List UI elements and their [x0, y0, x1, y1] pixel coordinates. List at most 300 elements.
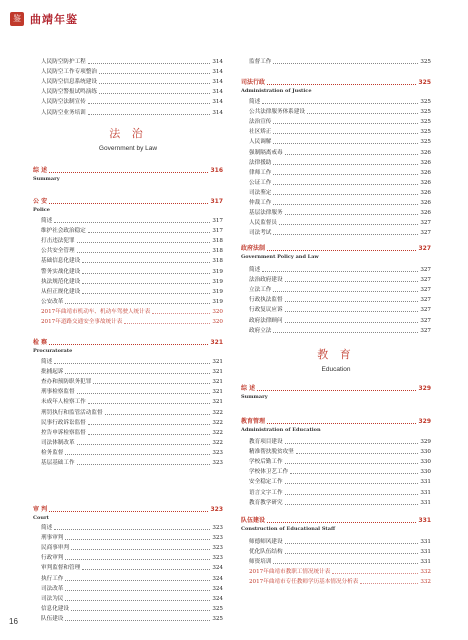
- toc-entry[interactable]: [33, 67, 223, 77]
- entry-page: 324: [212, 585, 223, 592]
- toc-entry[interactable]: [241, 326, 431, 336]
- entry-page: 325: [420, 109, 431, 116]
- toc-entry[interactable]: [33, 594, 223, 604]
- entry-page: 317: [212, 218, 223, 224]
- entry-label: 查办和预防职务犯罪: [41, 379, 92, 386]
- category-english: Education: [321, 366, 351, 373]
- toc-entry[interactable]: [33, 604, 223, 614]
- toc-entry[interactable]: [33, 438, 223, 448]
- entry-label: 政府法律顾问: [249, 317, 283, 324]
- toc-entry[interactable]: [241, 557, 431, 567]
- entry-label: 公共法律服务体系建设: [249, 109, 305, 116]
- toc-entry[interactable]: [33, 57, 223, 67]
- entry-page: 314: [212, 69, 223, 76]
- leader-dots: [360, 582, 418, 584]
- leader-dots: [285, 503, 419, 505]
- section-english: Summary: [33, 176, 60, 182]
- section-heading[interactable]: [241, 383, 431, 394]
- entry-label: 批捕起诉: [41, 369, 64, 376]
- leader-dots: [77, 443, 211, 445]
- entry-page: 331: [420, 549, 431, 556]
- leader-dots: [273, 331, 418, 333]
- section-page: 325: [418, 79, 431, 86]
- toc-entry[interactable]: [241, 158, 431, 168]
- section-page: 331: [418, 517, 431, 524]
- leader-dots: [77, 392, 211, 394]
- toc-entry[interactable]: [241, 437, 431, 447]
- leader-dots: [82, 292, 210, 294]
- entry-page: 331: [420, 559, 431, 566]
- leader-dots: [273, 562, 418, 564]
- entry-page: 326: [420, 179, 431, 186]
- leader-dots: [65, 372, 210, 374]
- toc-entry[interactable]: [241, 168, 431, 178]
- leader-dots: [273, 183, 418, 185]
- entry-page: 321: [212, 359, 223, 365]
- entry-label: 维护社会政治稳定: [41, 228, 86, 235]
- leader-dots: [124, 322, 210, 324]
- entry-page: 329: [420, 439, 431, 445]
- entry-page: 330: [420, 449, 431, 456]
- toc-entry[interactable]: [241, 148, 431, 158]
- leader-dots: [88, 423, 211, 425]
- toc-entry[interactable]: [241, 477, 431, 487]
- section-title: 教育管理: [241, 418, 266, 425]
- leader-dots: [88, 113, 211, 115]
- entry-label: 审判监督和管理: [41, 565, 81, 572]
- entry-page: 322: [212, 439, 223, 446]
- entry-label: 未成年人检察工作: [41, 399, 86, 406]
- entry-page: 325: [420, 139, 431, 146]
- leader-dots: [273, 163, 418, 165]
- leader-dots: [71, 609, 210, 611]
- entry-page: 327: [420, 327, 431, 334]
- entry-page: 326: [420, 169, 431, 176]
- toc-entry[interactable]: [33, 226, 223, 236]
- leader-dots: [285, 442, 419, 444]
- entry-page: 331: [420, 489, 431, 496]
- toc-entry[interactable]: [33, 108, 223, 118]
- leader-dots: [82, 568, 210, 570]
- entry-page: 314: [212, 89, 223, 96]
- leader-dots: [273, 142, 418, 144]
- entry-page: 326: [420, 210, 431, 217]
- leader-dots: [285, 153, 419, 155]
- entry-page: 332: [420, 569, 431, 576]
- section-english: Construction of Educational Staff: [241, 526, 336, 532]
- entry-page: 327: [420, 277, 431, 284]
- entry-page: 321: [212, 379, 223, 386]
- entry-label: 信息化建设: [41, 605, 69, 612]
- entry-page: 321: [212, 389, 223, 396]
- leader-dots: [273, 62, 418, 64]
- leader-dots: [285, 300, 419, 302]
- entry-page: 327: [420, 267, 431, 273]
- toc-entry[interactable]: [33, 428, 223, 438]
- toc-entry[interactable]: [33, 77, 223, 87]
- entry-label: 师德师风建设: [249, 539, 283, 545]
- leader-dots: [99, 72, 210, 74]
- entry-page: 325: [212, 605, 223, 612]
- toc-entry[interactable]: [241, 228, 431, 238]
- entry-label: 行政审判: [41, 555, 64, 562]
- toc-entry[interactable]: [241, 457, 431, 467]
- entry-label: 检务监督: [41, 449, 64, 456]
- leader-dots: [273, 132, 418, 134]
- toc-entry[interactable]: [241, 218, 431, 228]
- entry-label: 2017年道路交通安全事故统计表: [41, 319, 123, 325]
- leader-dots: [65, 538, 210, 540]
- toc-entry[interactable]: [241, 107, 431, 117]
- toc-entry[interactable]: [33, 297, 223, 307]
- entry-label: 人民防空信息系统建设: [41, 79, 97, 86]
- entry-page: 330: [420, 469, 431, 476]
- entry-label: 学校后勤工作: [249, 459, 283, 466]
- section-page: 321: [210, 339, 223, 346]
- toc-entry[interactable]: [241, 265, 431, 275]
- entry-page: 319: [212, 288, 223, 295]
- entry-page: 314: [212, 99, 223, 106]
- section-heading[interactable]: [241, 416, 431, 427]
- entry-page: 319: [212, 298, 223, 305]
- leader-dots: [285, 552, 419, 554]
- entry-page: 324: [212, 595, 223, 602]
- toc-entry[interactable]: [33, 574, 223, 584]
- entry-page: 326: [420, 149, 431, 156]
- entry-label: 人民监督员: [249, 220, 277, 227]
- entry-page: 323: [212, 460, 223, 466]
- entry-page: 326: [420, 189, 431, 196]
- leader-dots: [71, 548, 210, 550]
- toc-entry[interactable]: [241, 305, 431, 315]
- entry-page: 324: [212, 565, 223, 572]
- toc-entry[interactable]: [241, 117, 431, 127]
- leader-dots: [65, 589, 210, 591]
- leader-dots: [65, 619, 210, 621]
- leader-dots: [152, 312, 210, 314]
- toc-entry[interactable]: [241, 178, 431, 188]
- entry-label: 语言文字工作: [249, 489, 283, 496]
- entry-page: 327: [420, 220, 431, 227]
- entry-page: 323: [212, 449, 223, 456]
- entry-page: 318: [212, 248, 223, 255]
- toc-entry[interactable]: [33, 387, 223, 397]
- toc-entry[interactable]: [241, 537, 431, 547]
- leader-dots: [285, 310, 419, 312]
- leader-dots: [88, 231, 211, 233]
- toc-entry[interactable]: [241, 295, 431, 305]
- entry-label: 精准帮扶脱贫攻坚: [249, 449, 294, 456]
- section-heading[interactable]: [33, 504, 223, 515]
- leader-dots: [273, 173, 418, 175]
- leader-dots: [65, 558, 210, 560]
- leader-dots: [99, 82, 210, 84]
- leader-dots: [99, 92, 210, 94]
- section-title: 综 述: [241, 385, 256, 392]
- entry-label: 人民防空防护工程: [41, 59, 86, 65]
- toc-entry[interactable]: [241, 447, 431, 457]
- entry-page: 323: [212, 555, 223, 562]
- toc-entry[interactable]: [33, 236, 223, 246]
- entry-page: 324: [212, 575, 223, 582]
- toc-entry[interactable]: [33, 267, 223, 277]
- entry-label: 政府立法: [249, 327, 272, 334]
- leader-dots: [273, 203, 418, 205]
- toc-entry[interactable]: [241, 198, 431, 208]
- leader-dots: [262, 270, 418, 272]
- toc-entry[interactable]: [241, 57, 431, 67]
- toc-entry[interactable]: [33, 256, 223, 266]
- entry-label: 公安改革: [41, 298, 64, 305]
- leader-dots: [65, 579, 210, 581]
- leader-dots: [262, 102, 418, 104]
- toc-entry[interactable]: [33, 543, 223, 553]
- section-heading[interactable]: [241, 243, 431, 254]
- leader-dots: [332, 572, 418, 574]
- entry-label: 强制隔离戒毒: [249, 149, 283, 156]
- entry-label: 行政复议应诉: [249, 307, 283, 314]
- entry-label: 律师工作: [249, 169, 272, 176]
- leader-dots: [88, 433, 211, 435]
- toc-entry[interactable]: [33, 523, 223, 533]
- leader-dots: [82, 282, 210, 284]
- leader-dots: [267, 522, 416, 523]
- entry-label: 安全稳定工作: [249, 479, 283, 486]
- entry-label: 执行工作: [41, 575, 64, 582]
- entry-label: 教育项目建设: [249, 439, 283, 445]
- toc-entry[interactable]: [241, 188, 431, 198]
- toc-entry[interactable]: [33, 408, 223, 418]
- entry-label: 民事行政诉讼监督: [41, 419, 86, 426]
- section-page: 317: [210, 198, 223, 205]
- entry-page: 320: [212, 308, 223, 315]
- entry-label: 监督工作: [249, 59, 272, 65]
- section-title: 审 判: [33, 506, 48, 513]
- entry-label: 人民防空业务培训: [41, 109, 86, 116]
- entry-page: 320: [212, 319, 223, 325]
- leader-dots: [285, 482, 419, 484]
- section-heading[interactable]: [33, 165, 223, 176]
- entry-page: 325: [420, 99, 431, 105]
- leader-dots: [285, 280, 419, 282]
- leader-dots: [77, 251, 211, 253]
- leader-dots: [105, 413, 211, 415]
- entry-label: 社区矫正: [249, 129, 272, 136]
- section-heading[interactable]: [33, 196, 223, 207]
- section-title: 司法行政: [241, 79, 266, 86]
- section-title: 公 安: [33, 198, 48, 205]
- toc-entry[interactable]: [33, 614, 223, 624]
- leader-dots: [267, 250, 416, 251]
- entry-label: 人民调解: [249, 139, 272, 146]
- entry-page: 327: [420, 317, 431, 324]
- section-title: 政府法制: [241, 245, 266, 252]
- toc-entry[interactable]: [241, 285, 431, 295]
- entry-label: 2017年曲靖市教职工情况统计表: [249, 569, 331, 576]
- leader-dots: [273, 193, 418, 195]
- leader-dots: [273, 233, 418, 235]
- entry-label: 立法工作: [249, 287, 272, 294]
- entry-label: 刑事检察监督: [41, 389, 75, 396]
- toc-entry[interactable]: [241, 137, 431, 147]
- entry-label: 教育教学研究: [249, 499, 283, 506]
- category-english: Government by Law: [98, 145, 158, 152]
- entry-label: 法律援助: [249, 159, 272, 166]
- entry-label: 人民防空工作专项整治: [41, 69, 97, 76]
- leader-dots: [296, 452, 419, 454]
- section-page: 323: [210, 506, 223, 513]
- entry-label: 基层基础工作: [41, 460, 75, 466]
- entry-page: 325: [212, 615, 223, 622]
- entry-label: 公证工作: [249, 179, 272, 186]
- entry-label: 警务实战化建设: [41, 268, 81, 275]
- entry-page: 326: [420, 200, 431, 206]
- toc-entry[interactable]: [241, 97, 431, 107]
- entry-label: 人民防空法制宣传: [41, 99, 86, 106]
- toc-entry[interactable]: [241, 467, 431, 477]
- section-english: Summary: [241, 394, 268, 400]
- section-title: 队伍建设: [241, 517, 266, 524]
- toc-entry[interactable]: [33, 397, 223, 407]
- entry-page: 318: [212, 238, 223, 245]
- leader-dots: [285, 493, 419, 495]
- entry-label: 简述: [41, 359, 53, 365]
- leader-dots: [285, 321, 419, 323]
- entry-page: 317: [212, 228, 223, 235]
- entry-page: 325: [420, 129, 431, 136]
- entry-page: 318: [212, 258, 223, 265]
- category-title: 教 育: [317, 348, 355, 361]
- entry-label: 执法规范化建设: [41, 278, 81, 285]
- section-title: 检 察: [33, 339, 48, 346]
- leader-dots: [279, 223, 418, 225]
- entry-label: 优化队伍结构: [249, 549, 283, 556]
- toc-entry[interactable]: [241, 577, 431, 587]
- toc-entry[interactable]: [33, 377, 223, 387]
- toc-entry[interactable]: [33, 277, 223, 287]
- toc-entry[interactable]: [241, 567, 431, 577]
- entry-label: 司法鉴定: [249, 189, 272, 196]
- leader-dots: [267, 423, 416, 424]
- entry-label: 2017年曲靖市机动车、机动车驾驶人统计表: [41, 308, 151, 315]
- entry-label: 行政执法监督: [249, 297, 283, 304]
- entry-page: 323: [212, 545, 223, 552]
- entry-page: 330: [420, 459, 431, 466]
- toc-entry[interactable]: [241, 127, 431, 137]
- entry-label: 公共安全管理: [41, 248, 75, 255]
- toc-entry[interactable]: [241, 498, 431, 508]
- toc-entry[interactable]: [33, 216, 223, 226]
- leader-dots: [54, 528, 210, 530]
- entry-page: 327: [420, 230, 431, 237]
- toc-entry[interactable]: [33, 317, 223, 327]
- entry-label: 法治政府建设: [249, 277, 283, 284]
- entry-page: 314: [212, 59, 223, 65]
- entry-page: 323: [212, 535, 223, 542]
- toc-entry[interactable]: [241, 488, 431, 498]
- toc-entry[interactable]: [33, 458, 223, 468]
- entry-page: 319: [212, 278, 223, 285]
- section-english: Police: [33, 207, 50, 213]
- toc-entry[interactable]: [33, 448, 223, 458]
- leader-dots: [65, 453, 210, 455]
- leader-dots: [49, 344, 208, 345]
- entry-label: 司法体制改革: [41, 439, 75, 446]
- yearbook-title: 曲靖年鉴: [30, 13, 78, 26]
- section-heading[interactable]: [33, 337, 223, 348]
- leader-dots: [82, 272, 210, 274]
- entry-label: 控告申诉检察监督: [41, 429, 86, 436]
- section-page: 329: [418, 418, 431, 425]
- section-page: 329: [418, 385, 431, 392]
- toc-entry[interactable]: [33, 87, 223, 97]
- section-heading[interactable]: [241, 77, 431, 88]
- toc-entry[interactable]: [33, 553, 223, 563]
- leader-dots: [267, 84, 416, 85]
- entry-label: 基础信息化建设: [41, 258, 81, 265]
- leader-dots: [82, 261, 210, 263]
- leader-dots: [290, 472, 418, 474]
- toc-entry[interactable]: [33, 563, 223, 573]
- toc-entry[interactable]: [33, 418, 223, 428]
- toc-entry[interactable]: [241, 275, 431, 285]
- section-english: Government Policy and Law: [241, 254, 319, 260]
- leader-dots: [65, 599, 210, 601]
- toc-entry[interactable]: [33, 533, 223, 543]
- toc-entry[interactable]: [33, 307, 223, 317]
- section-heading[interactable]: [241, 515, 431, 526]
- section-title: 综 述: [33, 167, 48, 174]
- toc-entry[interactable]: [241, 316, 431, 326]
- toc-entry[interactable]: [33, 367, 223, 377]
- entry-page: 322: [212, 429, 223, 436]
- toc-entry[interactable]: [33, 246, 223, 256]
- toc-entry[interactable]: [33, 357, 223, 367]
- entry-page: 322: [212, 409, 223, 416]
- yearbook-logo: [10, 10, 78, 28]
- entry-label: 民商事审判: [41, 545, 69, 552]
- toc-entry[interactable]: [241, 208, 431, 218]
- entry-label: 学校体卫艺工作: [249, 469, 289, 476]
- leader-dots: [65, 302, 210, 304]
- leader-dots: [88, 62, 211, 64]
- entry-page: 327: [420, 287, 431, 294]
- entry-page: 314: [212, 79, 223, 86]
- entry-label: 简述: [41, 218, 53, 224]
- section-english: Administration of Justice: [241, 88, 312, 94]
- leader-dots: [273, 122, 418, 124]
- entry-page: 321: [212, 399, 223, 406]
- entry-page: 314: [212, 109, 223, 116]
- entry-label: 简述: [249, 267, 261, 273]
- toc-entry[interactable]: [241, 547, 431, 557]
- toc-entry[interactable]: [33, 97, 223, 107]
- toc-entry[interactable]: [33, 584, 223, 594]
- section-page: 316: [210, 167, 223, 174]
- entry-page: 331: [420, 479, 431, 486]
- toc-entry[interactable]: [33, 287, 223, 297]
- entry-page: 332: [420, 579, 431, 586]
- entry-label: 人民防空警报试鸣演练: [41, 89, 97, 96]
- section-english: Court: [33, 515, 49, 521]
- entry-label: 队伍建设: [41, 615, 64, 622]
- entry-label: 2017年曲靖市专任教师学历基本情况分析表: [249, 579, 359, 586]
- entry-page: 331: [420, 539, 431, 545]
- entry-page: 327: [420, 297, 431, 304]
- leader-dots: [257, 390, 416, 391]
- leader-dots: [49, 203, 208, 204]
- entry-label: 司法考试: [249, 230, 272, 237]
